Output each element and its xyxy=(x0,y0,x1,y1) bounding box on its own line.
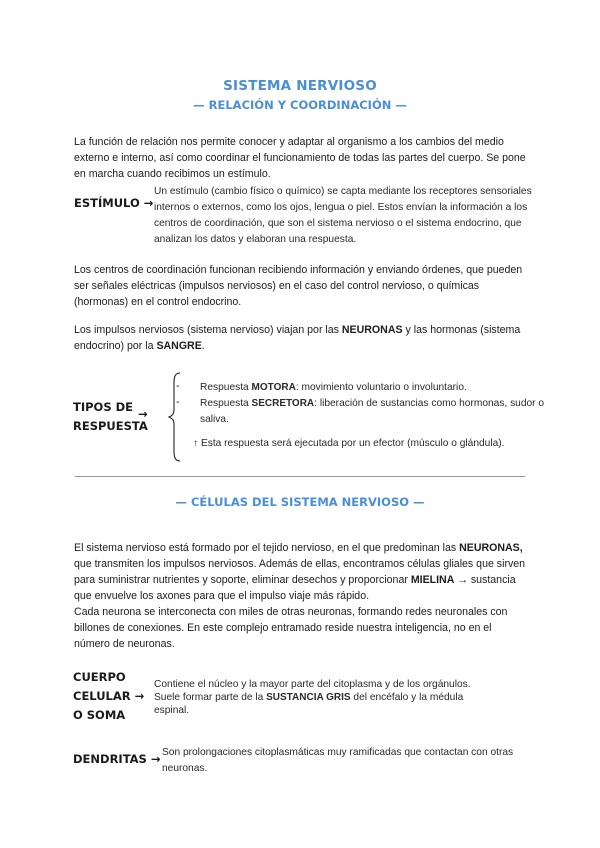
impulsos-text-2: y las hormonas (sistema endocrino) por la xyxy=(74,324,521,352)
section-title-celulas: — CÉLULAS DEL SISTEMA NERVIOSO — xyxy=(175,495,425,509)
cuerpo-line2-pre: Suele formar parte de la xyxy=(154,692,267,703)
sustancia-gris-bold: SUSTANCIA GRIS xyxy=(266,692,351,703)
cuerpo-arrow: → xyxy=(134,689,145,703)
tipos-label-line1: TIPOS DE xyxy=(73,400,134,414)
cuerpo-line2-post: del encéfalo y la médula espinal. xyxy=(154,692,464,716)
cuerpo-label-line1: CUERPO xyxy=(73,670,126,684)
sangre-bold: SANGRE xyxy=(156,340,202,352)
cuerpo-line1: Contiene el núcleo y la mayor parte del citoplasma y de los orgánulos. xyxy=(154,679,471,690)
page-title: SISTEMA NERVIOSO xyxy=(223,78,377,94)
estimulo-label-text: ESTÍMULO xyxy=(74,196,140,210)
impulsos-text-1: Los impulsos nerviosos (sistema nervioso) viajan por las xyxy=(74,324,342,336)
dendritas-description: Son prolongaciones citoplasmáticas muy ramificadas que contactan con otras neuronas. xyxy=(162,747,514,774)
efector-note xyxy=(193,436,543,452)
estimulo-label xyxy=(74,194,153,213)
secretora-bold: SECRETORA xyxy=(251,398,315,409)
celulas-paragraph-2: Cada neurona se interconecta con miles de otras neuronas, formando redes neuronales con billones de conexiones. En este complejo entramado reside nuestra inteligencia, no en el número de neuronas. xyxy=(74,606,508,650)
celulas-text-2: que transmiten los impulsos nerviosos. Además de ellas, encontramos células gliales que sirven para suministrar nutrientes y soporte, eliminar desechos y proporcionar xyxy=(74,558,526,586)
dendritas-label-text: DENDRITAS xyxy=(73,752,147,766)
secretora-post: : liberación de sustancias como hormonas, sudor o saliva. xyxy=(200,398,545,425)
dendritas-arrow: → xyxy=(150,752,161,766)
neuronas-bold-2: NEURONAS, xyxy=(459,542,523,554)
motora-bold: MOTORA xyxy=(251,382,296,393)
secretora-pre: Respuesta xyxy=(200,398,252,409)
dendritas-label xyxy=(73,750,161,769)
celulas-paragraph xyxy=(74,540,526,604)
cuerpo-label xyxy=(73,668,144,725)
cuerpo-label-line3: O SOMA xyxy=(73,708,126,722)
cuerpo-line2 xyxy=(154,691,494,717)
neuronas-bold: NEURONAS xyxy=(341,324,403,336)
bullet-dash-2: - xyxy=(176,396,180,408)
impulsos-paragraph xyxy=(74,322,526,354)
centros-paragraph: Los centros de coordinación funcionan recibiendo información y enviando órdenes, que pueden ser señales eléctricas (impulsos nerviosos) en el caso del control nervioso, o químicas (hormonas) en el control endocrino. xyxy=(74,264,523,308)
efector-note-text: Esta respuesta será ejecutada por un efector (músculo o glándula). xyxy=(200,438,505,449)
respuesta-motora xyxy=(200,380,540,396)
mielina-bold: MIELINA xyxy=(410,574,455,586)
motora-post: : movimiento voluntario o involuntario. xyxy=(295,382,467,393)
impulsos-text-3: . xyxy=(201,340,205,352)
section-divider xyxy=(75,476,525,477)
up-arrow-icon: ↑ xyxy=(193,438,199,449)
page-subtitle: — RELACIÓN Y COORDINACIÓN — xyxy=(193,98,407,112)
cuerpo-label-line2: CELULAR → xyxy=(73,689,145,703)
estimulo-arrow: → xyxy=(143,196,154,210)
celulas-text-1: El sistema nervioso está formado por el tejido nervioso, en el que predominan las xyxy=(74,542,460,554)
motora-pre: Respuesta xyxy=(200,382,252,393)
bullet-dash-1: - xyxy=(176,380,180,392)
estimulo-description: Un estímulo (cambio físico o químico) se capta mediante los receptores sensoriales internos o externos, como los ojos, lengua o piel. Estos envían la información a los centros de coordinación, que son el sistema nervioso o el sistema endocrino, que analizan los datos y elaboran una respuesta. xyxy=(154,186,532,245)
tipos-label xyxy=(73,398,148,436)
respuesta-secretora xyxy=(200,396,548,428)
tipos-arrow: → xyxy=(138,407,148,421)
intro-paragraph: La función de relación nos permite conocer y adaptar al organismo a los cambios del medio externo e interno, así como coordinar el funcionamiento de todas las partes del cuerpo. Se pone en marcha cuando recibimos un estímulo. xyxy=(74,136,526,180)
tipos-label-line2: RESPUESTA xyxy=(73,419,148,433)
celulas-text-3: → sustancia que envuelve los axones para que el impulso viaje más rápido. xyxy=(74,574,516,602)
